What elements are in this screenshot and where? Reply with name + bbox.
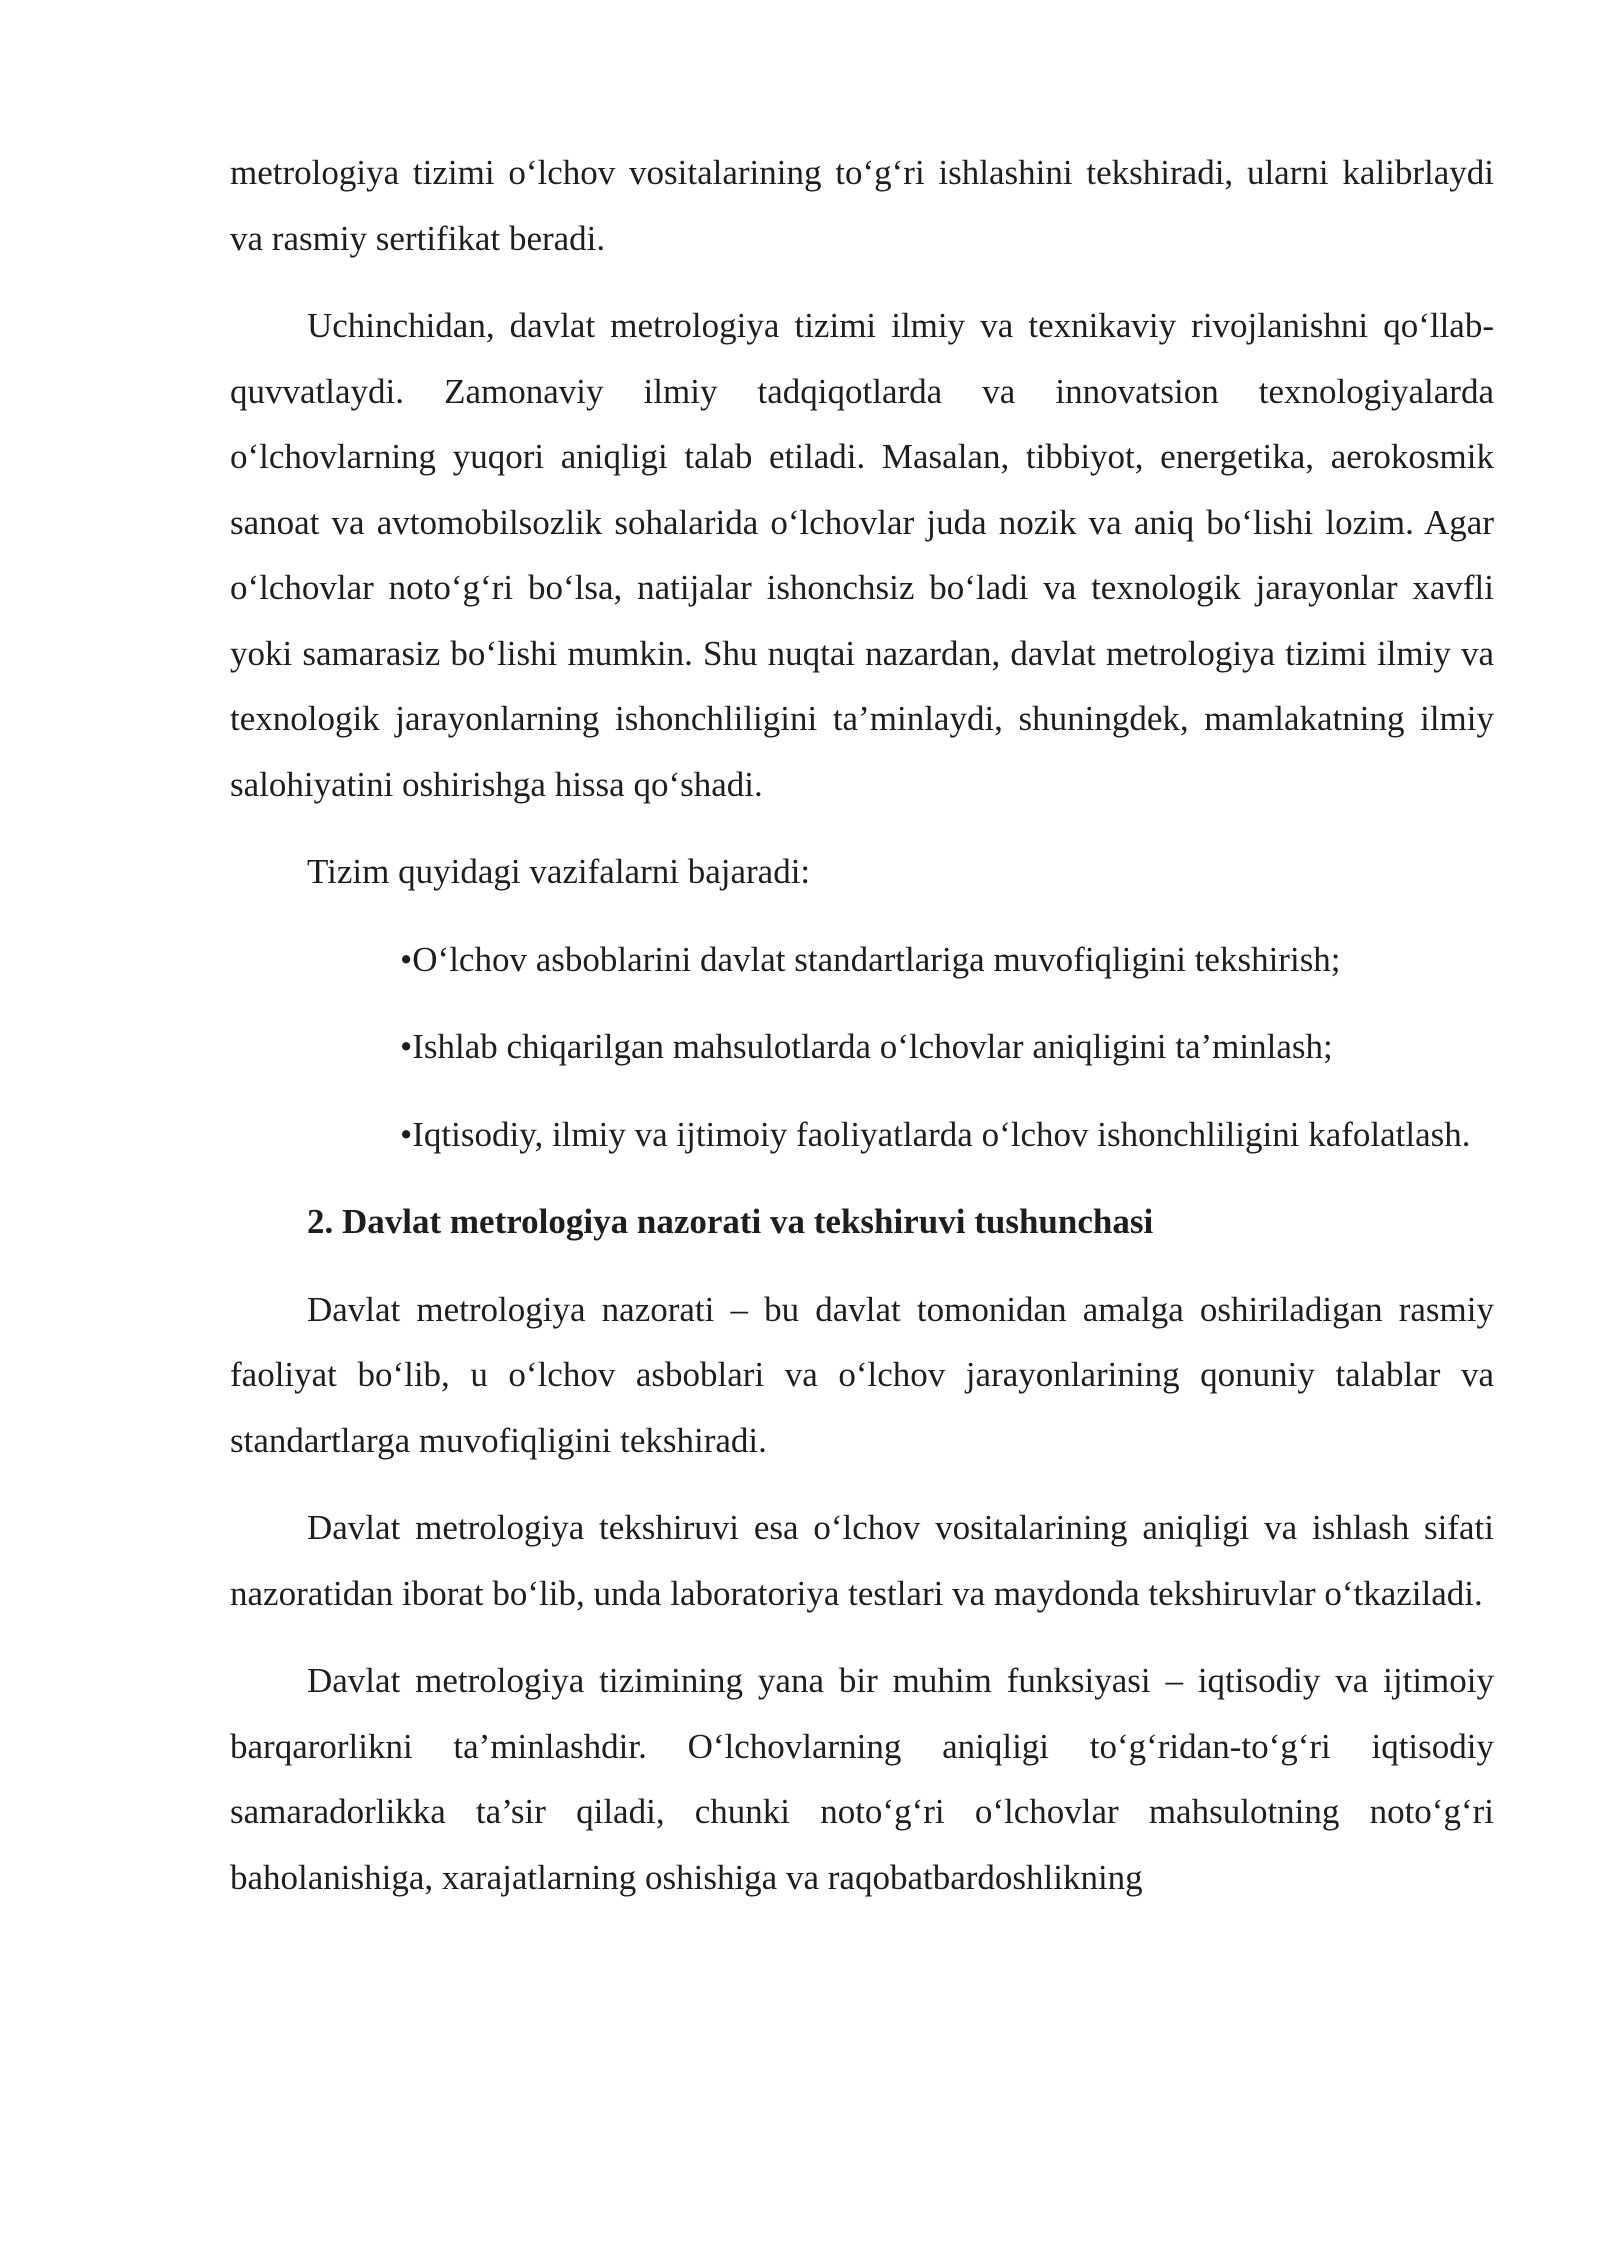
list-item [230,1014,1494,1080]
section-heading: 2. Davlat metrologiya nazorati va tekshiruvi tushunchasi [307,1202,1154,1241]
list-item-text: O‘lchov asboblarini davlat standartlariga muvofiqligini tekshirish; [412,939,1341,979]
bullet-icon: • [400,1114,413,1154]
bullet-icon: • [400,939,413,979]
paragraph-inspection-definition: Davlat metrologiya tekshiruvi esa o‘lchov vositalarining aniqligi va ishlash sifati nazoratidan iborat bo‘lib, unda laboratoriya testlari va maydonda tekshiruvlar o‘tkaziladi. [230,1508,1494,1613]
bullet-icon: • [400,1027,413,1066]
paragraph-continuation: metrologiya tizimi o‘lchov vositalarining to‘g‘ri ishlashini tekshiradi, ularni kalibrlaydi va rasmiy sertifikat beradi. [230,153,1494,258]
list-item [230,927,1494,993]
list-item-text: Iqtisodiy, ilmiy va ijtimoiy faoliyatlarda o‘lchov ishonchliligini kafolatlash. [412,1114,1471,1154]
paragraph-tasks-intro: Tizim quyidagi vazifalarni bajaradi: [307,852,811,891]
document-page [230,140,1494,1932]
paragraph-control-definition: Davlat metrologiya nazorati – bu davlat tomonidan amalga oshiriladigan rasmiy faoliyat bo‘lib, u o‘lchov asboblari va o‘lchov jarayonlarining qonuniy talablar va standartlarga muvofiqligini tekshiradi. [230,1289,1494,1460]
paragraph-economic-stability: Davlat metrologiya tizimining yana bir muhim funksiyasi – iqtisodiy va ijtimoiy barqarorlikni ta’minlashdir. O‘lchovlarning aniqligi to‘g‘ridan-to‘g‘ri iqtisodiy samaradorlikka ta’sir qiladi, chunki noto‘g‘ri o‘lchovlar mahsulotning noto‘g‘ri baholanishiga, xarajatlarning oshishiga va raqobatbardoshlikning [230,1661,1494,1897]
paragraph-scientific-development: Uchinchidan, davlat metrologiya tizimi ilmiy va texnikaviy rivojlanishni qo‘llab-quvvatlaydi. Zamonaviy ilmiy tadqiqotlarda va innovatsion texnologiyalarda o‘lchovlarning yuqori aniqligi talab etiladi. Masalan, tibbiyot, energetika, aerokosmik sanoat va avtomobilsozlik sohalarida o‘lchovlar juda nozik va aniq bo‘lishi lozim. Agar o‘lchovlar noto‘g‘ri bo‘lsa, natijalar ishonchsiz bo‘ladi va texnologik jarayonlar xavfli yoki samarasiz bo‘lishi mumkin. Shu nuqtai nazardan, davlat metrologiya tizimi ilmiy va texnologik jarayonlarning ishonchliligini ta’minlaydi, shuningdek, mamlakatning ilmiy salohiyatini oshirishga hissa qo‘shadi. [230,306,1494,804]
list-item [230,1102,1494,1168]
list-item-text: Ishlab chiqarilgan mahsulotlarda o‘lchovlar aniqligini ta’minlash; [412,1027,1333,1066]
